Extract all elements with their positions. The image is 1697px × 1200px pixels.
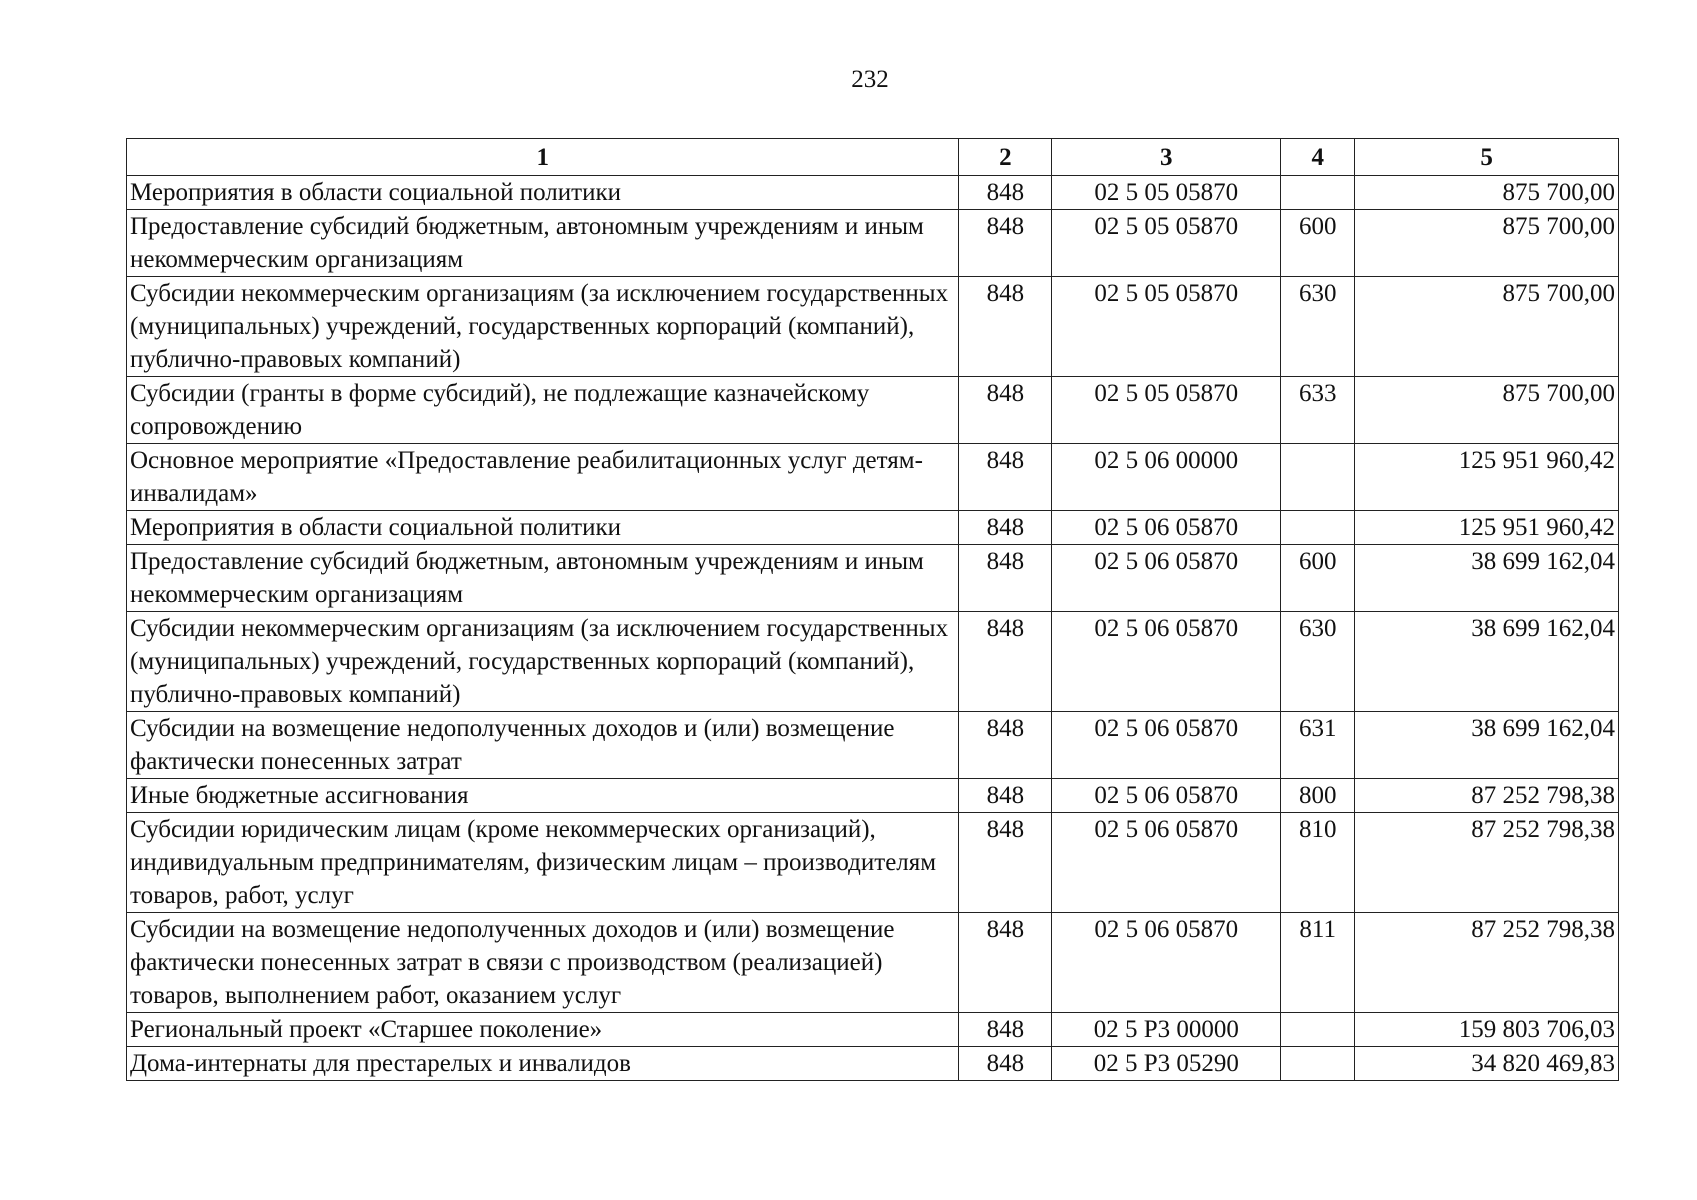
row-amount: 875 700,00: [1355, 377, 1619, 444]
row-expense-type: [1281, 1047, 1355, 1081]
row-expense-type: [1281, 1013, 1355, 1047]
row-expense-type: 631: [1281, 712, 1355, 779]
row-target-article: 02 5 05 05870: [1052, 377, 1281, 444]
header-row: [127, 139, 1619, 176]
row-name: Субсидии юридическим лицам (кроме некоммерческих организаций), индивидуальным предпринимателям, физическим лицам – производителям товаров, работ, услуг: [127, 813, 959, 913]
row-name: Мероприятия в области социальной политики: [127, 176, 959, 210]
page-number: 232: [851, 66, 889, 93]
row-expense-type: 630: [1281, 612, 1355, 712]
row-target-article: 02 5 06 05870: [1052, 712, 1281, 779]
row-ved-code: 848: [959, 277, 1052, 377]
row-amount: 87 252 798,38: [1355, 813, 1619, 913]
table-row: [127, 511, 1619, 545]
row-expense-type: [1281, 511, 1355, 545]
row-ved-code: 848: [959, 545, 1052, 612]
row-name: Основное мероприятие «Предоставление реабилитационных услуг детям-инвалидам»: [127, 444, 959, 511]
row-expense-type: 630: [1281, 277, 1355, 377]
row-amount: 875 700,00: [1355, 210, 1619, 277]
row-amount: 38 699 162,04: [1355, 545, 1619, 612]
table-row: [127, 176, 1619, 210]
row-target-article: 02 5 05 05870: [1052, 277, 1281, 377]
row-ved-code: 848: [959, 913, 1052, 1013]
row-target-article: 02 5 06 05870: [1052, 779, 1281, 813]
row-amount: 875 700,00: [1355, 277, 1619, 377]
row-target-article: 02 5 06 05870: [1052, 545, 1281, 612]
table-row: [127, 1013, 1619, 1047]
row-ved-code: 848: [959, 210, 1052, 277]
row-amount: 875 700,00: [1355, 176, 1619, 210]
header-col-4: 4: [1281, 139, 1355, 176]
header-col-2: 2: [959, 139, 1052, 176]
row-name: Субсидии на возмещение недополученных доходов и (или) возмещение фактически понесенных затрат: [127, 712, 959, 779]
row-ved-code: 848: [959, 779, 1052, 813]
row-name: Субсидии некоммерческим организациям (за исключением государственных (муниципальных) учреждений, государственных корпораций (компаний), публично-правовых компаний): [127, 277, 959, 377]
row-amount: 38 699 162,04: [1355, 712, 1619, 779]
row-name: Предоставление субсидий бюджетным, автономным учреждениям и иным некоммерческим организациям: [127, 545, 959, 612]
row-name: Субсидии на возмещение недополученных доходов и (или) возмещение фактически понесенных затрат в связи с производством (реализацией) товаров, выполнением работ, оказанием услуг: [127, 913, 959, 1013]
row-name: Дома-интернаты для престарелых и инвалидов: [127, 1047, 959, 1081]
row-amount: 125 951 960,42: [1355, 511, 1619, 545]
table-row: [127, 813, 1619, 913]
row-expense-type: 800: [1281, 779, 1355, 813]
row-name: Иные бюджетные ассигнования: [127, 779, 959, 813]
row-expense-type: 600: [1281, 210, 1355, 277]
table-row: [127, 277, 1619, 377]
row-name: Субсидии (гранты в форме субсидий), не подлежащие казначейскому сопровождению: [127, 377, 959, 444]
table-row: [127, 612, 1619, 712]
row-expense-type: 633: [1281, 377, 1355, 444]
header-col-1: 1: [127, 139, 959, 176]
table-row: [127, 444, 1619, 511]
row-expense-type: [1281, 176, 1355, 210]
row-expense-type: 811: [1281, 913, 1355, 1013]
table-row: [127, 1047, 1619, 1081]
row-target-article: 02 5 06 05870: [1052, 612, 1281, 712]
row-name: Субсидии некоммерческим организациям (за исключением государственных (муниципальных) учреждений, государственных корпораций (компаний), публично-правовых компаний): [127, 612, 959, 712]
row-ved-code: 848: [959, 444, 1052, 511]
row-ved-code: 848: [959, 511, 1052, 545]
table-row: [127, 210, 1619, 277]
row-amount: 159 803 706,03: [1355, 1013, 1619, 1047]
row-amount: 34 820 469,83: [1355, 1047, 1619, 1081]
budget-table: [126, 138, 1619, 1081]
row-target-article: 02 5 06 05870: [1052, 913, 1281, 1013]
row-target-article: 02 5 05 05870: [1052, 176, 1281, 210]
table-row: [127, 779, 1619, 813]
row-target-article: 02 5 05 05870: [1052, 210, 1281, 277]
row-amount: 125 951 960,42: [1355, 444, 1619, 511]
row-ved-code: 848: [959, 712, 1052, 779]
row-ved-code: 848: [959, 377, 1052, 444]
row-ved-code: 848: [959, 1047, 1052, 1081]
row-target-article: 02 5 06 05870: [1052, 511, 1281, 545]
row-expense-type: [1281, 444, 1355, 511]
row-ved-code: 848: [959, 813, 1052, 913]
table-row: [127, 377, 1619, 444]
row-amount: 87 252 798,38: [1355, 913, 1619, 1013]
header-col-3: 3: [1052, 139, 1281, 176]
table-row: [127, 545, 1619, 612]
row-target-article: 02 5 P3 05290: [1052, 1047, 1281, 1081]
row-name: Предоставление субсидий бюджетным, автономным учреждениям и иным некоммерческим организациям: [127, 210, 959, 277]
row-expense-type: 810: [1281, 813, 1355, 913]
row-ved-code: 848: [959, 176, 1052, 210]
header-col-5: 5: [1355, 139, 1619, 176]
row-name: Мероприятия в области социальной политики: [127, 511, 959, 545]
row-target-article: 02 5 06 05870: [1052, 813, 1281, 913]
row-name: Региональный проект «Старшее поколение»: [127, 1013, 959, 1047]
table-row: [127, 913, 1619, 1013]
row-ved-code: 848: [959, 612, 1052, 712]
row-expense-type: 600: [1281, 545, 1355, 612]
row-ved-code: 848: [959, 1013, 1052, 1047]
row-amount: 87 252 798,38: [1355, 779, 1619, 813]
row-target-article: 02 5 P3 00000: [1052, 1013, 1281, 1047]
row-amount: 38 699 162,04: [1355, 612, 1619, 712]
table-row: [127, 712, 1619, 779]
row-target-article: 02 5 06 00000: [1052, 444, 1281, 511]
